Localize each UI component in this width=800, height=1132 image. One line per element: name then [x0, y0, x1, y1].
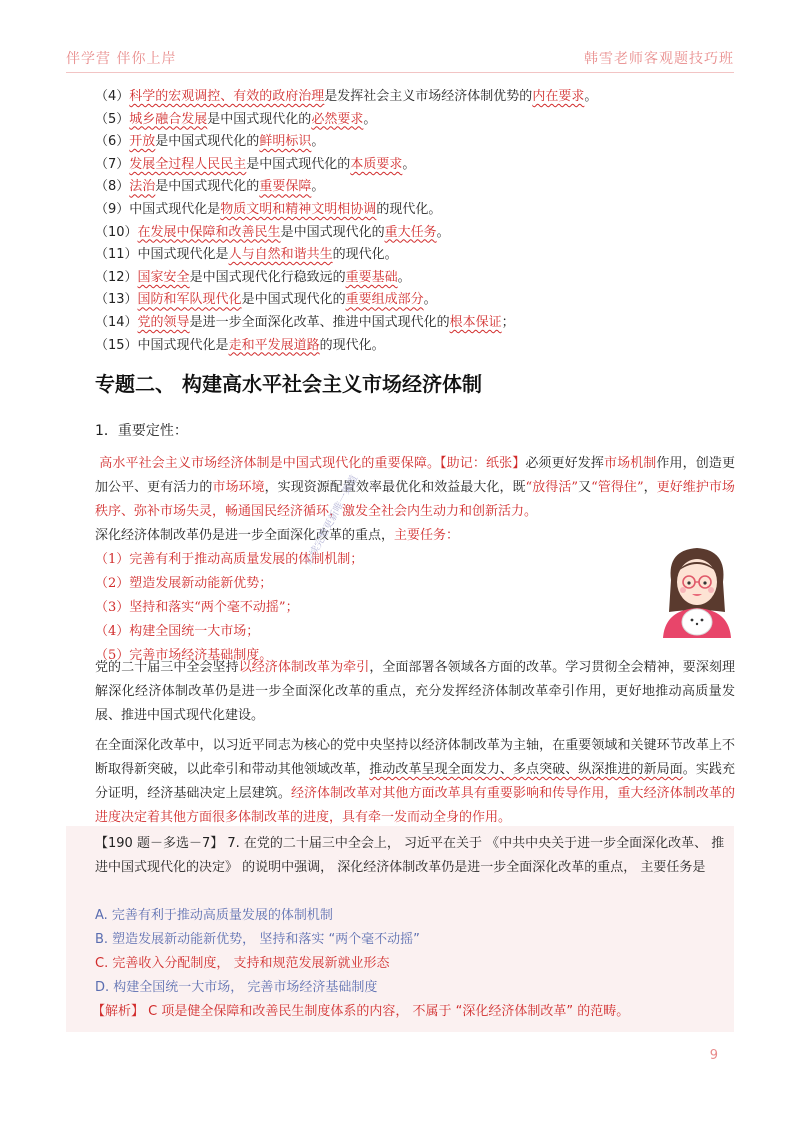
- list-item-text: 的现代化。: [376, 201, 442, 217]
- teacher-avatar-illustration: [657, 538, 737, 638]
- para1-text: 作用，创造更加公平、更有活力的: [95, 456, 735, 495]
- paragraph-1: [95, 452, 735, 524]
- para3-red: 以经济体制改革为牵引: [238, 660, 370, 675]
- option-b: B. 塑造发展新动能新优势， 坚持和落实 “两个毫不动摇”: [95, 932, 420, 947]
- list-item-key-phrase: 重要组成部分: [345, 292, 424, 308]
- list-item-key-phrase: 城乡融合发展: [129, 111, 208, 127]
- list-item-text: 是进一步全面深化改革、推进中国式现代化的: [189, 314, 450, 330]
- subheading: 1．重要定性：: [95, 423, 188, 439]
- watermark-text: 后续完整更新唯一渠道: [303, 473, 361, 568]
- para3-text: 党的二十届三中全会坚持: [95, 660, 239, 675]
- analysis: 【解析】 C 项是健全保障和改善民生制度体系的内容， 不属于 “深化经济体制改革” 的范畴。: [92, 1004, 630, 1019]
- para4-underlined: 推动改革呈现全面发力、多点突破、纵深推进的新局面: [369, 762, 683, 777]
- list-item-key-phrase: 本质要求: [350, 156, 403, 172]
- list-item-key-phrase: 国家安全: [137, 269, 190, 285]
- paragraph-3: [95, 656, 735, 728]
- header-divider: [66, 72, 734, 73]
- list-item-text: 是中国式现代化的: [246, 156, 351, 172]
- list-item-key-phrase: 物质文明和精神文明相协调: [220, 201, 377, 217]
- list-item: [95, 312, 735, 335]
- list-item-number: （13）: [95, 292, 138, 308]
- list-item-key-phrase: 重大任务: [384, 224, 437, 240]
- para3-text: ，全面部署各领域各方面的改革。学习贯彻全会精神，要深刻理解深化经济体制改革仍是进一步全面深化改革的重点，充分发挥经济体制改革牵引作用，更好地推动高质量发展、推进中国式现代化建设。: [95, 660, 735, 723]
- list-item-text: 。: [402, 156, 416, 172]
- list-item-key-phrase: 国防和军队现代化: [137, 292, 242, 308]
- para2-red: 主要任务：: [394, 528, 460, 543]
- question-stem: 【190 题－多选－7】 7. 在党的二十届三中全会上， 习近平在关于 《中共中央关于进一步全面深化改革、 推进中国式现代化的决定》 的说明中强调， 深化经济体制改革仍是进一步全面深化改革的重点， 主要任务是: [95, 836, 725, 875]
- list-item-text: 中国式现代化是: [137, 247, 229, 263]
- paragraph-4: [95, 734, 735, 830]
- para2-text: 深化经济体制改革仍是进一步全面深化改革的重点，: [95, 528, 395, 543]
- para4-text: 。实践充分证明，经济基础决定上层建筑。: [95, 762, 735, 801]
- list-item-key-phrase: 根本保证: [449, 314, 502, 330]
- list-item-key-phrase: 重要基础: [345, 269, 398, 285]
- list-item: [95, 199, 735, 222]
- para1-red: 市场机制: [603, 456, 657, 471]
- list-item-number: （7）: [95, 156, 130, 172]
- task-item: （2）塑造发展新动能新优势；: [95, 576, 273, 591]
- list-item-text: 是中国式现代化行稳致远的: [189, 269, 346, 285]
- list-item-text: 是中国式现代化的: [280, 224, 385, 240]
- page-number: 9: [709, 1048, 718, 1063]
- list-item-number: （10）: [95, 224, 138, 240]
- list-item-key-phrase: 重要保障: [259, 179, 312, 195]
- task-item: （4）构建全国统一大市场；: [95, 624, 260, 639]
- list-item: [95, 335, 735, 358]
- list-item-key-phrase: 内在要求: [532, 89, 585, 104]
- para1-text: ，实现资源配置效率最优化和效益最大化，既: [264, 480, 526, 495]
- para1-red: “放得活”: [525, 480, 579, 495]
- list-item-key-phrase: 科学的宏观调控、有效的政府治理: [129, 89, 325, 104]
- list-item: [95, 289, 735, 312]
- list-item-key-phrase: 必然要求: [311, 111, 364, 127]
- list-item-text: 。: [584, 89, 598, 104]
- list-item-number: （12）: [95, 269, 138, 285]
- list-item: [95, 244, 735, 267]
- list-item-text: 中国式现代化是: [137, 337, 229, 353]
- list-item-text: 是中国式现代化的: [155, 134, 260, 150]
- task-item: （1）完善有利于推动高质量发展的体制机制；: [95, 552, 364, 567]
- list-item-number: （5）: [95, 111, 130, 127]
- list-item-key-phrase: 党的领导: [137, 314, 190, 330]
- list-item: [95, 222, 735, 245]
- list-item-text: 是中国式现代化的: [241, 292, 346, 308]
- list-item: [95, 131, 735, 154]
- para1-text: ，: [643, 480, 657, 495]
- list-item-number: （4）: [95, 89, 130, 104]
- list-item-number: （6）: [95, 134, 130, 150]
- list-item-key-phrase: 法治: [129, 179, 156, 195]
- key-points-list: [95, 86, 735, 357]
- list-item-number: （11）: [95, 247, 138, 263]
- list-item-text: 。: [311, 179, 325, 195]
- list-item-text: 。: [436, 224, 450, 240]
- para4-text: 在全面深化改革中，以习近平同志为核心的党中央坚持以经济体制改革为主轴，在重要领域和关键环节改革上不断取得新突破，以此牵引和带动其他领域改革，: [95, 738, 735, 777]
- list-item: [95, 154, 735, 177]
- list-item: [95, 176, 735, 199]
- list-item-text: 中国式现代化是: [129, 201, 221, 217]
- list-item-key-phrase: 开放: [129, 134, 156, 150]
- list-item-number: （8）: [95, 179, 130, 195]
- para1-red: 更好维护市场秩序、弥补市场失灵，畅通国民经济循环，激发全社会内生动力和创新活力。: [95, 480, 735, 519]
- list-item-key-phrase: 发展全过程人民民主: [129, 156, 247, 172]
- list-item-key-phrase: 走和平发展道路: [228, 337, 320, 353]
- list-item: [95, 267, 735, 290]
- para1-red-lead: 高水平社会主义市场经济体制是中国式现代化的重要保障。【助记：纸张】: [99, 456, 526, 471]
- list-item: [95, 109, 735, 132]
- header-left-title: 伴学营 伴你上岸: [66, 51, 177, 67]
- option-d: D. 构建全国统一大市场， 完善市场经济基础制度: [95, 980, 378, 995]
- list-item-key-phrase: 人与自然和谐共生: [228, 247, 333, 263]
- list-item-text: 的现代化。: [319, 337, 385, 353]
- section-title: 专题二、 构建高水平社会主义市场经济体制: [95, 372, 482, 396]
- list-item-key-phrase: 鲜明标识: [259, 134, 312, 150]
- list-item-text: 是中国式现代化的: [207, 111, 312, 127]
- option-c: C. 完善收入分配制度， 支持和规范发展新就业形态: [95, 956, 390, 971]
- para1-red: “管得住”: [591, 480, 644, 495]
- list-item-number: （15）: [95, 337, 138, 353]
- option-a: A. 完善有利于推动高质量发展的体制机制: [95, 908, 333, 923]
- task-item: （5）完善市场经济基础制度。: [95, 648, 273, 663]
- list-item-text: 的现代化。: [332, 247, 398, 263]
- list-item-number: （14）: [95, 314, 138, 330]
- list-item-text: 。: [423, 292, 437, 308]
- list-item-number: （9）: [95, 201, 130, 217]
- paragraph-2: [95, 524, 735, 548]
- list-item-key-phrase: 在发展中保障和改善民生: [137, 224, 281, 240]
- list-item-text: ；: [501, 314, 515, 330]
- list-item-text: 。: [397, 269, 411, 285]
- list-item-text: 。: [311, 134, 325, 150]
- para4-red: 经济体制改革对其他方面改革具有重要影响和传导作用，重大经济体制改革的进度决定着其他方面很多体制改革的进度，具有牵一发而动全身的作用。: [95, 786, 735, 825]
- list-item: [95, 86, 735, 109]
- list-item-text: 。: [363, 111, 377, 127]
- list-item-text: 是中国式现代化的: [155, 179, 260, 195]
- para1-text: 必须更好发挥: [525, 456, 604, 471]
- header-right-title: 韩雪老师客观题技巧班: [584, 51, 734, 67]
- para1-red: 市场环境: [212, 480, 265, 495]
- para1-text: 又: [578, 480, 592, 495]
- task-item: （3）坚持和落实“两个毫不动摇”；: [95, 600, 299, 615]
- list-item-text: 是发挥社会主义市场经济体制优势的: [324, 89, 533, 104]
